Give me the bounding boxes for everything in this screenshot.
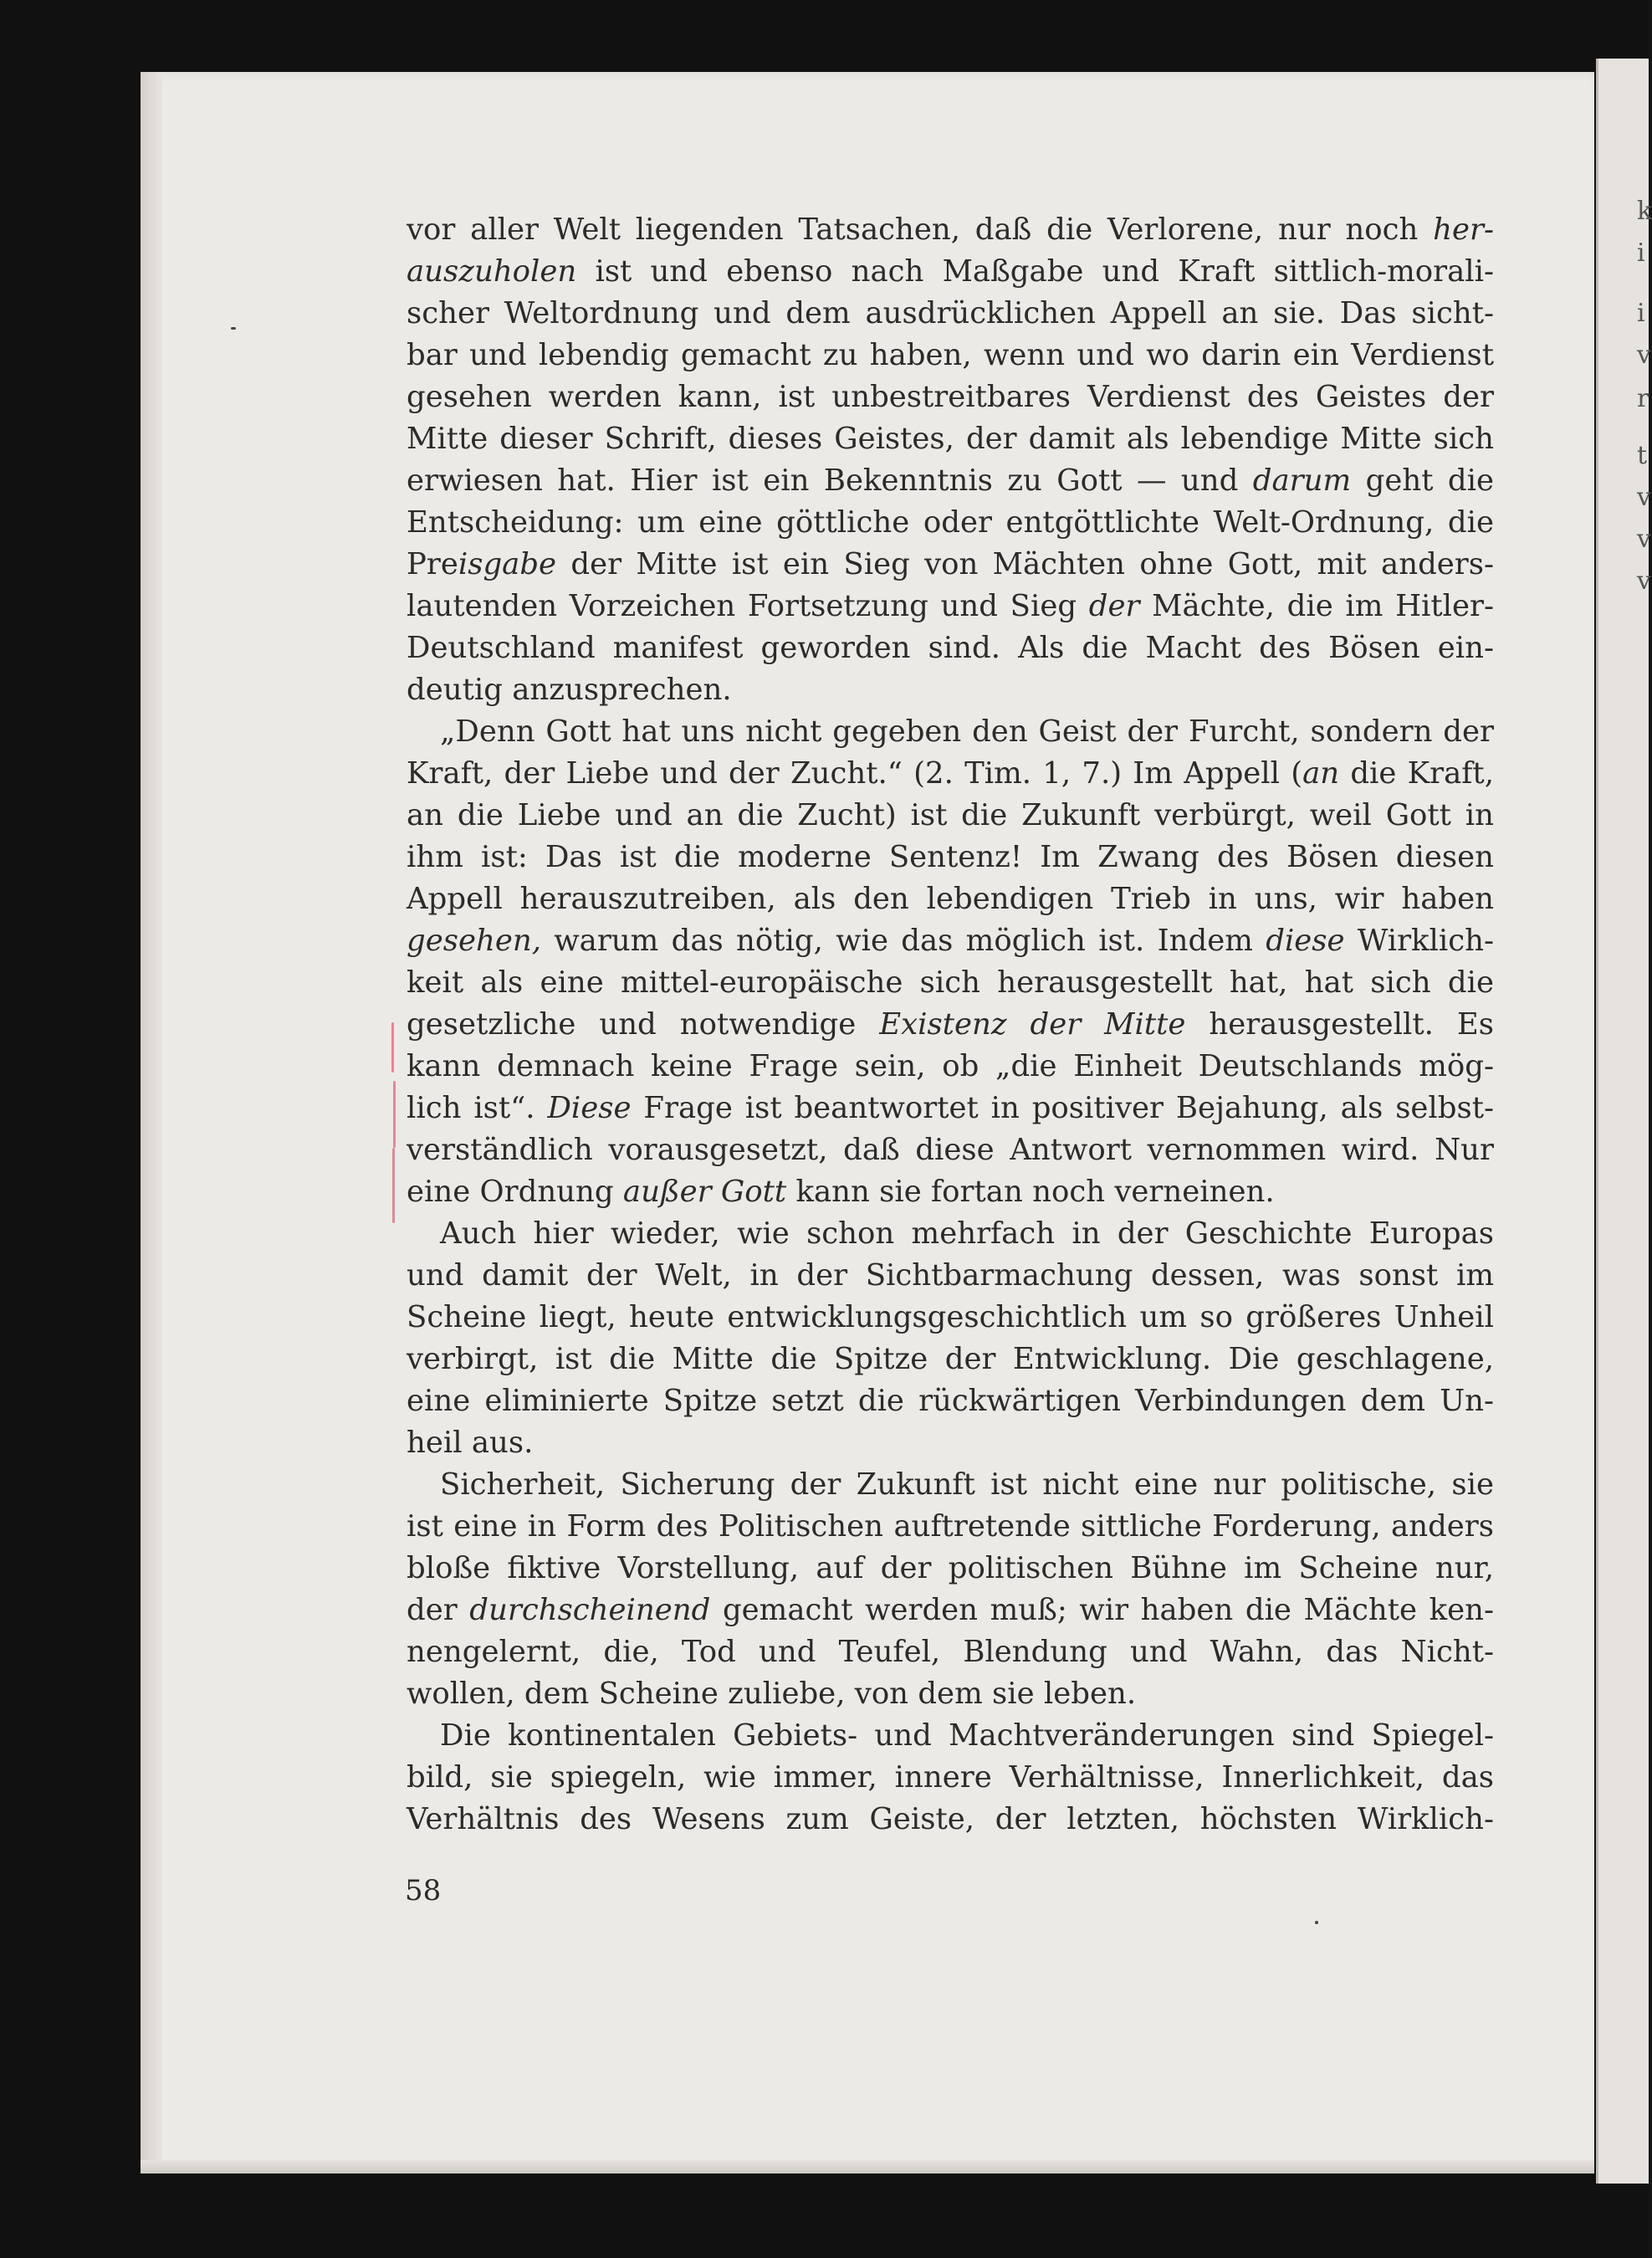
text-segment: bar und lebendig gemacht zu haben, wenn und wo darin ein Verdienst [407,338,1494,372]
facing-page-letter: r [1637,384,1649,413]
text-line [407,1380,1494,1422]
text-segment: Sicherheit, Sicherung der Zukunft ist nicht eine nur politische, sie [440,1467,1494,1502]
text-line [407,920,1494,962]
text-segment: lautenden Vorzeichen Fortsetzung und Sieg [407,589,1089,623]
text-line [407,1422,1494,1464]
text-line [407,1506,1494,1548]
dust-speck [231,327,236,330]
text-segment: verbirgt, ist die Mitte die Spitze der Entwicklung. Die geschlagene, [407,1342,1494,1376]
text-line [407,837,1494,878]
text-line [407,1255,1494,1297]
dust-speck [1315,1921,1318,1924]
text-segment: bloße fiktive Vorstellung, auf der politischen Bühne im Scheine nur, [407,1551,1494,1585]
text-segment: geht die [1351,463,1494,498]
text-line [407,502,1494,544]
italic-text: diese [1266,924,1345,958]
text-segment: vor aller Welt liegenden Tatsachen, daß die Verlorene, nur noch [407,212,1434,247]
text-line [407,418,1494,460]
text-line [407,376,1494,418]
text-line [407,753,1494,795]
text-segment: verständlich vorausgesetzt, daß diese Antwort vernommen wird. Nur [407,1133,1494,1167]
text-line [407,209,1494,251]
page-gutter-shadow [141,72,162,2174]
text-line [407,544,1494,586]
italic-text: auszuholen [407,254,577,289]
text-line [407,669,1494,711]
text-segment: Mitte dieser Schrift, dieses Geistes, der damit als lebendige Mitte sich [407,422,1494,456]
text-segment: „Denn Gott hat uns nicht gegeben den Geist der Furcht, sondern der [440,714,1494,749]
text-segment: die Kraft, [1339,756,1494,791]
text-segment: Wirklich- [1344,924,1494,958]
text-segment: eine Ordnung [407,1175,623,1209]
text-line [407,1631,1494,1673]
text-segment: der Mitte ist ein Sieg von Mächten ohne Gott, mit anders- [556,547,1494,581]
text-segment: Frage ist beantwortet in positiver Bejahung, als selbst- [631,1091,1494,1125]
text-segment: eine eliminierte Spitze setzt die rückwärtigen Verbindungen dem Un- [407,1384,1494,1418]
italic-text: an [1302,756,1340,791]
text-line [407,878,1494,920]
facing-page-letter: v [1637,483,1651,512]
text-line [407,627,1494,669]
text-line [407,1129,1494,1171]
text-segment: an die Liebe und an die Zucht) ist die Zukunft verbürgt, weil Gott in [407,798,1494,832]
italic-text: durchscheinend [469,1593,711,1627]
text-segment: kann sie fortan noch verneinen. [786,1175,1275,1209]
text-line [407,1339,1494,1380]
text-line [407,1673,1494,1715]
facing-page-edge [1596,59,1652,2184]
text-segment: und damit der Welt, in der Sichtbarmachung dessen, was sonst im [407,1258,1494,1293]
text-line [407,962,1494,1004]
text-line [407,251,1494,293]
text-segment: der [407,1593,470,1627]
text-segment: gemacht werden muß; wir haben die Mächte ken- [710,1593,1494,1627]
text-segment: Auch hier wieder, wie schon mehrfach in der Geschichte Europas [440,1216,1494,1251]
text-segment: ist und ebenso nach Maßgabe und Kraft sittlich-morali- [576,254,1494,289]
text-segment: Mächte, die im Hitler- [1139,589,1495,623]
italic-text: her- [1433,212,1494,247]
italic-text: darum [1252,463,1352,498]
text-line [407,1757,1494,1799]
text-line [407,1590,1494,1631]
text-segment: deutig anzusprechen. [407,673,732,707]
text-segment: keit als eine mittel-europäische sich herausgestellt hat, hat sich die [407,965,1494,1000]
text-line [407,1464,1494,1506]
text-segment: ihm ist: Das ist die moderne Sentenz! Im Zwang des Bösen diesen [407,840,1494,874]
facing-page-letter: v [1637,340,1651,370]
text-segment: lich ist“. [407,1091,548,1125]
italic-text: Existenz der Mitte [879,1007,1186,1042]
body-text [407,209,1494,1841]
text-line [407,1171,1494,1213]
text-segment: erwiesen hat. Hier ist ein Bekenntnis zu Gott — und [407,463,1253,498]
red-margin-mark [391,1022,396,1223]
facing-page-letter: i [1637,238,1645,268]
text-segment: kann demnach keine Frage sein, ob „die Einheit Deutschlands mög- [407,1049,1494,1083]
text-segment: warum das nötig, wie das möglich ist. Indem [540,924,1266,958]
text-line [407,1004,1494,1046]
facing-page-letter: v [1637,566,1651,596]
text-segment: wollen, dem Scheine zuliebe, von dem sie leben. [407,1677,1137,1711]
text-segment: Scheine liegt, heute entwicklungsgeschichtlich um so größeres Unheil [407,1300,1494,1334]
text-line [407,1088,1494,1129]
text-line [407,586,1494,627]
facing-page-letter: i [1637,299,1645,328]
italic-text: Diese [547,1091,632,1125]
text-segment: Verhältnis des Wesens zum Geiste, der letzten, höchsten Wirklich- [407,1802,1494,1836]
page-bottom-edge [141,2160,1594,2174]
text-segment: gesehen werden kann, ist unbestreitbares Verdienst des Geistes der [407,380,1494,414]
facing-page-letter: t [1637,441,1648,470]
text-segment: heil aus. [407,1426,534,1460]
text-line [407,1715,1494,1757]
text-segment: herausgestellt. Es [1185,1007,1494,1042]
text-line [407,1213,1494,1255]
facing-page-letter: k [1637,197,1652,226]
text-line [407,1799,1494,1841]
text-segment: gesetzliche und notwendige [407,1007,880,1042]
text-segment: nengelernt, die, Tod und Teufel, Blendung und Wahn, das Nicht- [407,1635,1494,1669]
text-segment: Deutschland manifest geworden sind. Als die Macht des Bösen ein- [407,631,1494,665]
page-number: 58 [405,1874,442,1907]
italic-text: gesehen, [407,924,541,958]
text-segment: ist eine in Form des Politischen auftretende sittliche Forderung, anders [407,1509,1494,1544]
text-segment: Entscheidung: um eine göttliche oder entgöttlichte Welt-Ordnung, die [407,505,1494,540]
text-segment: scher Weltordnung und dem ausdrücklichen Appell an sie. Das sicht- [407,296,1494,330]
text-line [407,460,1494,502]
text-line [407,1548,1494,1590]
facing-page-letter: v [1637,525,1651,554]
italic-text: isgabe [458,547,557,581]
italic-text: der [1088,589,1140,623]
text-segment: Kraft, der Liebe und der Zucht.“ (2. Tim. 1, 7.) Im Appell ( [407,756,1303,791]
text-segment: bild, sie spiegeln, wie immer, innere Verhältnisse, Innerlichkeit, das [407,1760,1494,1795]
text-segment: Pre [407,547,458,581]
italic-text: außer Gott [622,1175,787,1209]
text-line [407,1046,1494,1088]
text-line [407,293,1494,335]
text-line [407,1297,1494,1339]
text-segment: Die kontinentalen Gebiets- und Machtveränderungen sind Spiegel- [440,1718,1494,1753]
text-segment: Appell herauszutreiben, als den lebendigen Trieb in uns, wir haben [407,882,1494,916]
text-line [407,795,1494,837]
text-line [407,711,1494,753]
text-line [407,335,1494,376]
